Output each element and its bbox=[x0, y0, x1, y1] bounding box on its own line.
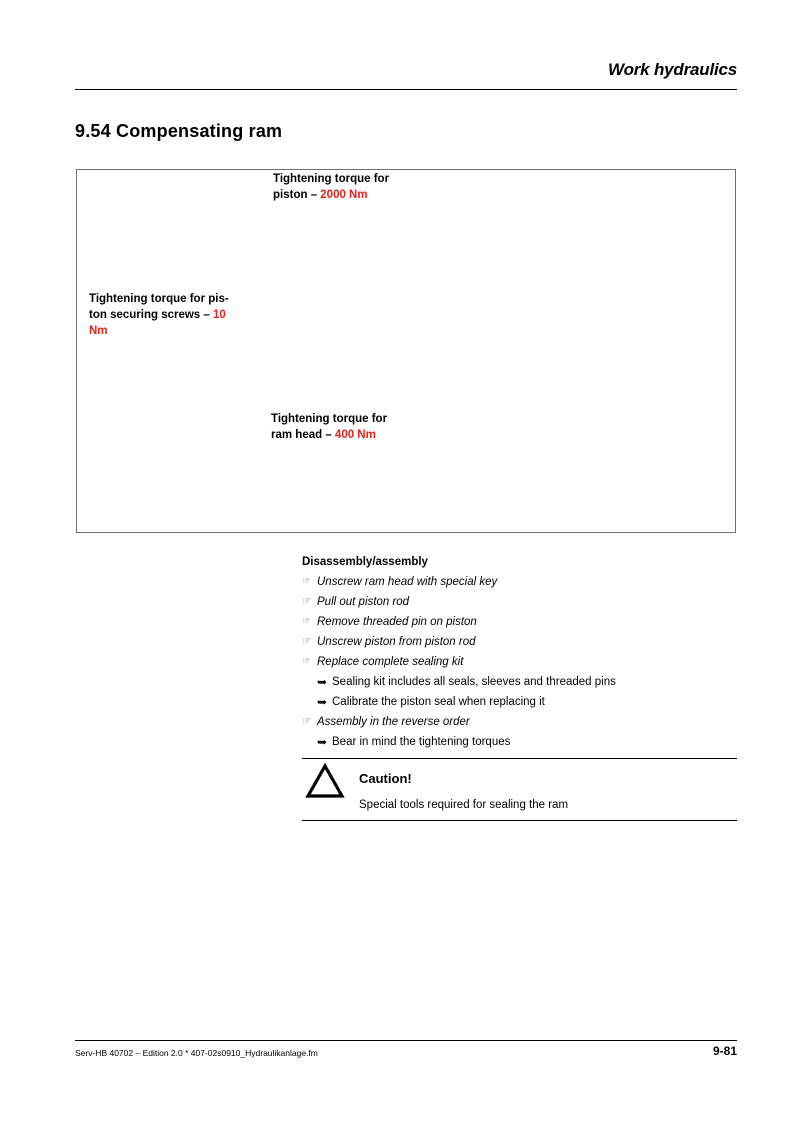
procedure-block bbox=[302, 552, 737, 752]
substep-text: Bear in mind the tightening torques bbox=[332, 736, 511, 748]
callout-line: Tightening torque for pis- bbox=[89, 293, 229, 305]
warning-triangle-icon bbox=[305, 763, 345, 799]
procedure-substep bbox=[302, 732, 737, 752]
step-text: Unscrew piston from piston rod bbox=[317, 636, 476, 648]
pointing-hand-icon: ☞ bbox=[302, 576, 311, 587]
callout-ram-head-torque bbox=[271, 411, 411, 443]
right-arrow-icon: ➥ bbox=[317, 675, 328, 689]
procedure-substep bbox=[302, 692, 737, 712]
procedure-step bbox=[302, 632, 737, 652]
procedure-step bbox=[302, 652, 737, 672]
caution-title: Caution! bbox=[359, 771, 412, 786]
right-arrow-icon: ➥ bbox=[317, 695, 328, 709]
step-text: Replace complete sealing kit bbox=[317, 656, 464, 668]
procedure-step bbox=[302, 612, 737, 632]
footer-page-number: 9-81 bbox=[712, 1044, 737, 1058]
callout-line: piston – bbox=[273, 189, 321, 201]
procedure-substep bbox=[302, 672, 737, 692]
callout-screws-torque bbox=[89, 291, 231, 339]
page-header-title: Work hydraulics bbox=[608, 60, 737, 79]
pointing-hand-icon: ☞ bbox=[302, 596, 311, 607]
pointing-hand-icon: ☞ bbox=[302, 616, 311, 627]
header-rule bbox=[75, 89, 737, 90]
caution-text: Special tools required for sealing the ram bbox=[359, 799, 569, 811]
torque-unit: Nm bbox=[89, 325, 108, 337]
procedure-step bbox=[302, 712, 737, 732]
torque-value: 400 Nm bbox=[334, 429, 376, 441]
pointing-hand-icon: ☞ bbox=[302, 716, 311, 727]
step-text: Assembly in the reverse order bbox=[317, 716, 470, 728]
procedure-heading: Disassembly/assembly bbox=[302, 556, 428, 568]
step-text: Pull out piston rod bbox=[317, 596, 410, 608]
callout-line: Tightening torque for bbox=[271, 413, 388, 425]
procedure-step bbox=[302, 572, 737, 592]
callout-line: ton securing screws – bbox=[89, 309, 213, 321]
callout-piston-torque bbox=[273, 171, 413, 203]
step-text: Unscrew ram head with special key bbox=[317, 576, 498, 588]
step-text: Remove threaded pin on piston bbox=[317, 616, 477, 628]
substep-text: Sealing kit includes all seals, sleeves and threaded pins bbox=[332, 676, 616, 688]
right-arrow-icon: ➥ bbox=[317, 735, 328, 749]
torque-value: 10 bbox=[213, 309, 226, 321]
substep-text: Calibrate the piston seal when replacing it bbox=[332, 696, 545, 708]
pointing-hand-icon: ☞ bbox=[302, 656, 311, 667]
torque-value: 2000 Nm bbox=[320, 189, 368, 201]
callout-line: ram head – bbox=[271, 429, 335, 441]
footer-rule bbox=[75, 1040, 737, 1041]
section-title: 9.54 Compensating ram bbox=[75, 121, 283, 141]
pointing-hand-icon: ☞ bbox=[302, 636, 311, 647]
procedure-step bbox=[302, 592, 737, 612]
callout-line: Tightening torque for bbox=[273, 173, 390, 185]
figure-frame bbox=[76, 169, 736, 533]
footer-document-info: Serv-HB 40702 – Edition 2.0 * 407-02s0910_Hydraulikanlage.fm bbox=[75, 1048, 318, 1058]
caution-box bbox=[302, 758, 737, 821]
